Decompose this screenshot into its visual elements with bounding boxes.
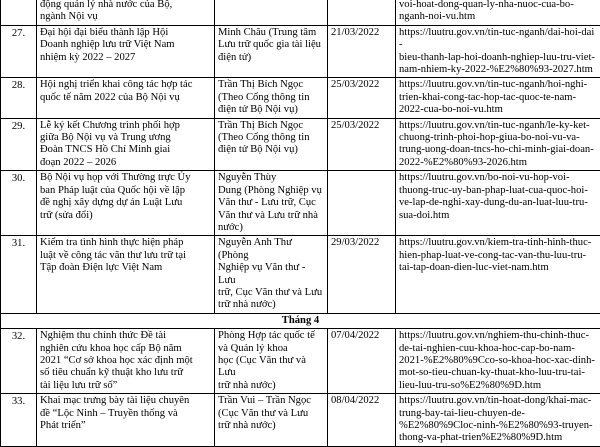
stt-cell bbox=[1, 0, 37, 25]
link-line: ve-lap-de-nghi-xay-dung-du-an-luat-luu-tru- bbox=[399, 197, 597, 209]
row-number: 33. bbox=[12, 396, 25, 407]
link-line: nganh-noi-vu.htm bbox=[399, 11, 597, 23]
title-line: ban Pháp luật của Quốc hội về lập bbox=[40, 185, 211, 197]
source-line: Lưu trữ quốc gia tài liệu bbox=[218, 39, 324, 51]
source-line: Nguyễn Thùy bbox=[218, 172, 324, 184]
link-line: lieu-luu-tru-so%E2%80%9D.htm bbox=[399, 380, 597, 392]
link-line: 2021-%E2%80%9Cco-so-khoa-hoc-xac-dinh- bbox=[399, 355, 597, 367]
link-line: https://luutru.gov.vn/tin-tuc-nganh/hoi-nghi- bbox=[399, 79, 597, 91]
link-cell bbox=[396, 78, 600, 118]
source-line: (Theo Cổng thông tin bbox=[218, 92, 324, 104]
date-cell bbox=[328, 0, 396, 25]
source-cell bbox=[215, 0, 328, 25]
publish-date: 07/04/2022 bbox=[331, 330, 379, 341]
date-cell bbox=[328, 394, 396, 447]
publish-date: 08/04/2022 bbox=[331, 395, 379, 406]
title-line: động quản lý nhà nước của Bộ, bbox=[40, 0, 211, 11]
link-line: trung-bay-tai-lieu-chuyen-de- bbox=[399, 408, 597, 420]
link-line: trien-khai-cong-tac-hop-tac-quoc-te-nam- bbox=[399, 92, 597, 104]
link-line: https://luutru.gov.vn/tin-tuc-nganh/dai-hoi-dai- bbox=[399, 27, 597, 52]
link-line: thong-va-phat-trien%E2%80%9D.htm bbox=[399, 432, 597, 444]
title-line: Tập đoàn Điện lực Việt Nam bbox=[40, 262, 211, 274]
source-cell bbox=[215, 329, 328, 394]
publish-date: 21/03/2022 bbox=[331, 27, 379, 38]
source-cell bbox=[215, 118, 328, 171]
source-line: điện tử Bộ Nội vụ) bbox=[218, 104, 324, 116]
title-line: đề “Lộc Ninh – Truyền thống và bbox=[40, 408, 211, 420]
source-line: trữ nhà nước) bbox=[218, 380, 324, 392]
link-line: tai-tap-doan-dien-luc-viet-nam.htm bbox=[399, 262, 597, 274]
source-line: Văn thư và Lưu trữ nhà bbox=[218, 210, 324, 222]
link-line: https://luutru.gov.vn/nghiem-thu-chinh-thuc- bbox=[399, 330, 597, 342]
link-cell bbox=[396, 25, 600, 78]
source-line: Trần Thị Bích Ngọc bbox=[218, 120, 324, 132]
link-line: chuong-trinh-phoi-hop-giua-bo-noi-vu-va- bbox=[399, 132, 597, 144]
link-line: thuong-truc-uy-ban-phap-luat-cua-quoc-hoi- bbox=[399, 185, 597, 197]
date-cell bbox=[328, 25, 396, 78]
title-line: Khai mạc trưng bày tài liệu chuyên bbox=[40, 395, 211, 407]
link-line: de-tai-nghien-cuu-khoa-hoc-cap-bo-nam- bbox=[399, 343, 597, 355]
document-table-body bbox=[1, 0, 600, 446]
month-header-row bbox=[1, 313, 600, 328]
link-line: 2022-%E2%80%93-2026.htm bbox=[399, 157, 597, 169]
source-line: nước) bbox=[218, 222, 324, 234]
stt-cell bbox=[1, 236, 37, 313]
link-line: 2022-cua-bo-noi-vu.htm bbox=[399, 104, 597, 116]
link-line: mot-so-tieu-chuan-ky-thuat-kho-luu-tru-tai- bbox=[399, 367, 597, 379]
source-line: trữ, Cục Văn thư và Lưu bbox=[218, 287, 324, 299]
title-line: nghiên cứu khoa học cấp Bộ năm bbox=[40, 343, 211, 355]
source-line: (Theo Cổng thông tin bbox=[218, 132, 324, 144]
stt-cell bbox=[1, 171, 37, 236]
link-line: sua-doi.htm bbox=[399, 210, 597, 222]
row-number: 27. bbox=[12, 28, 25, 39]
title-cell bbox=[37, 78, 215, 118]
title-cell bbox=[37, 171, 215, 236]
table-row bbox=[1, 25, 600, 78]
title-line: Bộ Nội vụ họp với Thường trực Ủy bbox=[40, 172, 211, 184]
source-line: học (Cục Văn thư và Lưu bbox=[218, 355, 324, 380]
source-line: Nguyễn Anh Thư (Phòng bbox=[218, 237, 324, 262]
title-line: đoạn 2022 – 2026 bbox=[40, 157, 211, 169]
source-line: Minh Châu (Trung tâm bbox=[218, 27, 324, 39]
title-line: trữ (sửa đổi) bbox=[40, 210, 211, 222]
link-line: hien-phap-luat-ve-cong-tac-van-thu-luu-tru- bbox=[399, 250, 597, 262]
month-label: Tháng 4 bbox=[1, 313, 600, 328]
source-line: và Quản lý khoa bbox=[218, 343, 324, 355]
link-cell bbox=[396, 394, 600, 447]
title-cell bbox=[37, 394, 215, 447]
source-cell bbox=[215, 171, 328, 236]
title-line: đề nghị xây dựng dự án Luật Lưu bbox=[40, 197, 211, 209]
source-line: Trần Vui – Trần Ngọc bbox=[218, 395, 324, 407]
source-line: (Cục Văn thư và Lưu bbox=[218, 408, 324, 420]
source-line: Dung (Phòng Nghiệp vụ bbox=[218, 185, 324, 197]
title-cell bbox=[37, 236, 215, 313]
title-line: giữa Bộ Nội vụ và Trung ương bbox=[40, 132, 211, 144]
title-line: Nghiệm thu chính thức Đề tài bbox=[40, 330, 211, 342]
row-number: 30. bbox=[12, 173, 25, 184]
source-cell bbox=[215, 25, 328, 78]
source-line: Văn thư - Lưu trữ, Cục bbox=[218, 197, 324, 209]
source-line: điện tử) bbox=[218, 52, 324, 64]
link-line: trung-uong-doan-tncs-ho-chi-minh-giai-doan- bbox=[399, 144, 597, 156]
row-number: 31. bbox=[12, 238, 25, 249]
link-cell bbox=[396, 118, 600, 171]
date-cell bbox=[328, 78, 396, 118]
table-row bbox=[1, 236, 600, 313]
title-line: 2021 “Cơ sở khoa học xác định một bbox=[40, 355, 211, 367]
title-line: Hội nghị triển khai công tác hợp tác bbox=[40, 79, 211, 91]
title-line: ngành Nội vụ bbox=[40, 11, 211, 23]
link-line: %E2%80%9Cloc-ninh-%E2%80%93-truyen- bbox=[399, 420, 597, 432]
title-line: nhiệm kỳ 2022 – 2027 bbox=[40, 52, 211, 64]
title-line: Lễ ký kết Chương trình phối hợp bbox=[40, 120, 211, 132]
title-line: số tiêu chuẩn kỹ thuật kho lưu trữ bbox=[40, 367, 211, 379]
row-number: 28. bbox=[12, 80, 25, 91]
title-line: quốc tế năm 2022 của Bộ Nội vụ bbox=[40, 92, 211, 104]
source-line: Trần Thị Bích Ngọc bbox=[218, 79, 324, 91]
link-line: https://luutru.gov.vn/bo-noi-vu-hop-voi- bbox=[399, 172, 597, 184]
table-row bbox=[1, 394, 600, 447]
title-line: Kiểm tra tình hình thực hiện pháp bbox=[40, 237, 211, 249]
link-cell bbox=[396, 0, 600, 25]
source-line: điện tử Bộ Nội vụ) bbox=[218, 144, 324, 156]
publish-date: 25/03/2022 bbox=[331, 79, 379, 90]
source-line: Phòng Hợp tác quốc tế bbox=[218, 330, 324, 342]
link-line: voi-hoat-dong-quan-ly-nha-nuoc-cua-bo- bbox=[399, 0, 597, 11]
title-line: Đoàn TNCS Hồ Chí Minh giai bbox=[40, 144, 211, 156]
link-cell bbox=[396, 329, 600, 394]
source-cell bbox=[215, 236, 328, 313]
date-cell bbox=[328, 236, 396, 313]
title-cell bbox=[37, 118, 215, 171]
title-line: Doanh nghiệp lưu trữ Việt Nam bbox=[40, 39, 211, 51]
source-line: Nghiệp vụ Văn thư - Lưu bbox=[218, 262, 324, 287]
link-line: https://luutru.gov.vn/tin-tuc-nganh/le-ky-ket- bbox=[399, 120, 597, 132]
table-row bbox=[1, 118, 600, 171]
title-line: Đại hội đại biểu thành lập Hội bbox=[40, 27, 211, 39]
stt-cell bbox=[1, 78, 37, 118]
link-line: https://luutru.gov.vn/kiem-tra-tinh-hinh-thuc- bbox=[399, 237, 597, 249]
row-number: 32. bbox=[12, 331, 25, 342]
stt-cell bbox=[1, 118, 37, 171]
link-line: nam-nhiem-ky-2022-%E2%80%93-2027.htm bbox=[399, 64, 597, 76]
row-number: 29. bbox=[12, 121, 25, 132]
publish-date: 25/03/2022 bbox=[331, 120, 379, 131]
title-line: luật về công tác văn thư lưu trữ tại bbox=[40, 250, 211, 262]
title-line: tài liệu lưu trữ số” bbox=[40, 380, 211, 392]
source-cell bbox=[215, 394, 328, 447]
table-row bbox=[1, 0, 600, 25]
date-cell bbox=[328, 329, 396, 394]
source-cell bbox=[215, 78, 328, 118]
source-line: trữ nhà nước) bbox=[218, 420, 324, 432]
link-cell bbox=[396, 171, 600, 236]
publish-date: 29/03/2022 bbox=[331, 237, 379, 248]
date-cell bbox=[328, 118, 396, 171]
link-cell bbox=[396, 236, 600, 313]
link-line: https://luutru.gov.vn/tin-hoat-dong/khai-mac- bbox=[399, 395, 597, 407]
stt-cell bbox=[1, 25, 37, 78]
title-cell bbox=[37, 329, 215, 394]
title-line: Phát triển” bbox=[40, 420, 211, 432]
date-cell bbox=[328, 171, 396, 236]
source-line: trữ nhà nước) bbox=[218, 299, 324, 311]
title-cell bbox=[37, 25, 215, 78]
table-row bbox=[1, 171, 600, 236]
link-line: bieu-thanh-lap-hoi-doanh-nghiep-luu-tru-viet- bbox=[399, 52, 597, 64]
stt-cell bbox=[1, 329, 37, 394]
table-row bbox=[1, 329, 600, 394]
table-row bbox=[1, 78, 600, 118]
title-cell bbox=[37, 0, 215, 25]
stt-cell bbox=[1, 394, 37, 447]
